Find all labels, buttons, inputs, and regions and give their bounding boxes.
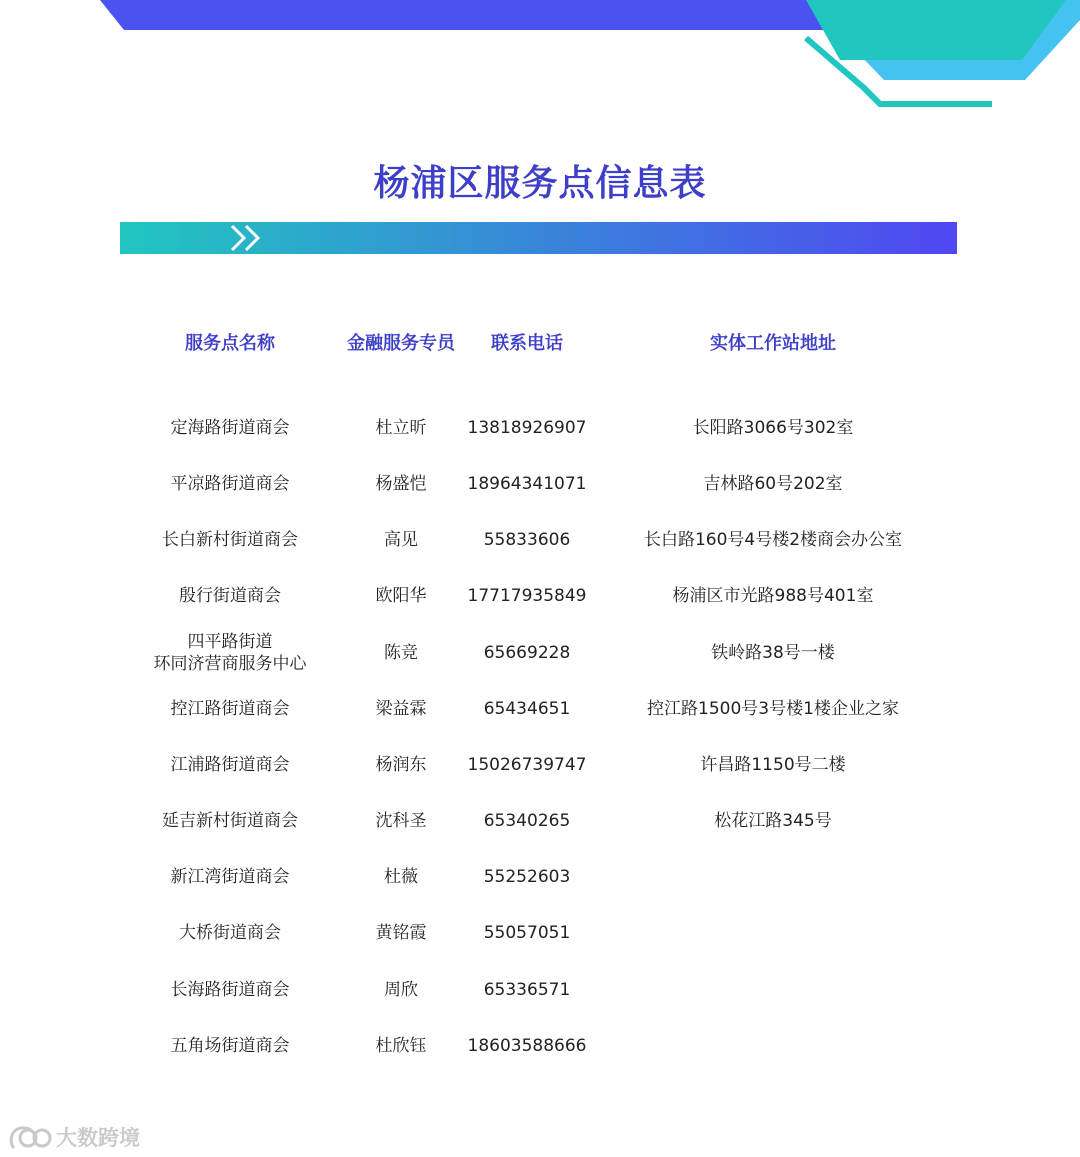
table-cell-specialist: 黄铭霞 [375,923,427,944]
table-cell-phone: 17717935849 [467,586,587,607]
table-cell-specialist: 杜立昕 [375,418,427,438]
table-cell-specialist: 周欣 [384,979,418,1000]
top-teal-shape [806,0,1066,60]
table-cell-phone: 18603588666 [467,1035,587,1056]
table-cell-address: 吉林路60号202室 [703,474,843,495]
table-cell-address: 松花江路345号 [714,811,832,832]
table-cell-specialist: 杨润东 [375,754,427,775]
watermark [8,1120,140,1154]
table-cell-phone: 18964341071 [467,474,587,495]
table-cell-specialist: 高见 [384,530,418,551]
table-cell-specialist: 欧阳华 [375,586,427,607]
header-decoration [0,0,1080,120]
table-cell-address: 控江路1500号3号楼1楼企业之家 [647,698,899,719]
table-cell-name: 大桥街道商会 [179,923,281,944]
table-cell-address: 长白路160号4号楼2楼商会办公室 [643,530,903,551]
watermark-text: 大数跨境 [56,1126,140,1150]
table-cell-address: 杨浦区市光路988号401室 [672,586,874,607]
table-cell-phone: 55252603 [483,867,571,888]
table-cell-specialist: 沈科圣 [375,811,427,832]
table-cell-name [154,631,307,675]
table-cell-address: 许昌路1150号二楼 [700,754,846,775]
table-cell-address: 铁岭路38号一楼 [711,642,835,663]
table-cell-name: 长海路街道商会 [170,979,290,1000]
table-cell-name: 新江湾街道商会 [170,867,290,888]
table-cell-phone: 55057051 [483,923,571,944]
table-cell-specialist: 杜薇 [384,867,418,888]
table-cell-specialist: 梁益霖 [375,698,427,719]
table-cell-phone: 65434651 [483,698,571,719]
table-cell-phone: 65336571 [483,979,571,1000]
column-header-specialist: 金融服务专员 [347,333,455,354]
table-cell-name: 平凉路街道商会 [170,474,290,495]
table-cell-phone: 55833606 [483,530,571,551]
table-cell-name: 延吉新村街道商会 [162,811,298,832]
table-cell-name: 五角场街道商会 [170,1035,290,1056]
table-cell-specialist: 杜欣钰 [375,1035,427,1056]
table-cell-specialist: 杨盛恺 [375,474,427,495]
table-cell-name-line2: 环同济营商服务中心 [153,653,307,674]
column-header-phone: 联系电话 [491,333,563,354]
page-title: 杨浦区服务点信息表 [373,163,707,204]
table-cell-name: 长白新村街道商会 [162,530,298,551]
table-cell-name: 殷行街道商会 [179,586,281,607]
table-cell-name: 江浦路街道商会 [170,754,290,775]
table-cell-name: 控江路街道商会 [170,698,290,719]
table-cell-phone: 65340265 [483,811,571,832]
column-header-name: 服务点名称 [185,333,275,354]
table-cell-name-line1: 四平路街道 [187,631,273,652]
table-cell-specialist: 陈竞 [384,642,418,663]
column-header-address: 实体工作站地址 [710,333,836,354]
table-cell-phone: 13818926907 [467,418,587,438]
table-cell-phone: 65669228 [483,642,571,663]
table-cell-address: 长阳路3066号302室 [692,418,854,438]
table-cell-name: 定海路街道商会 [170,418,290,438]
title-gradient-bar [120,222,957,254]
table-cell-phone: 15026739747 [467,754,587,775]
wechat-logo-icon [8,1122,52,1152]
top-blue-band [100,0,830,30]
